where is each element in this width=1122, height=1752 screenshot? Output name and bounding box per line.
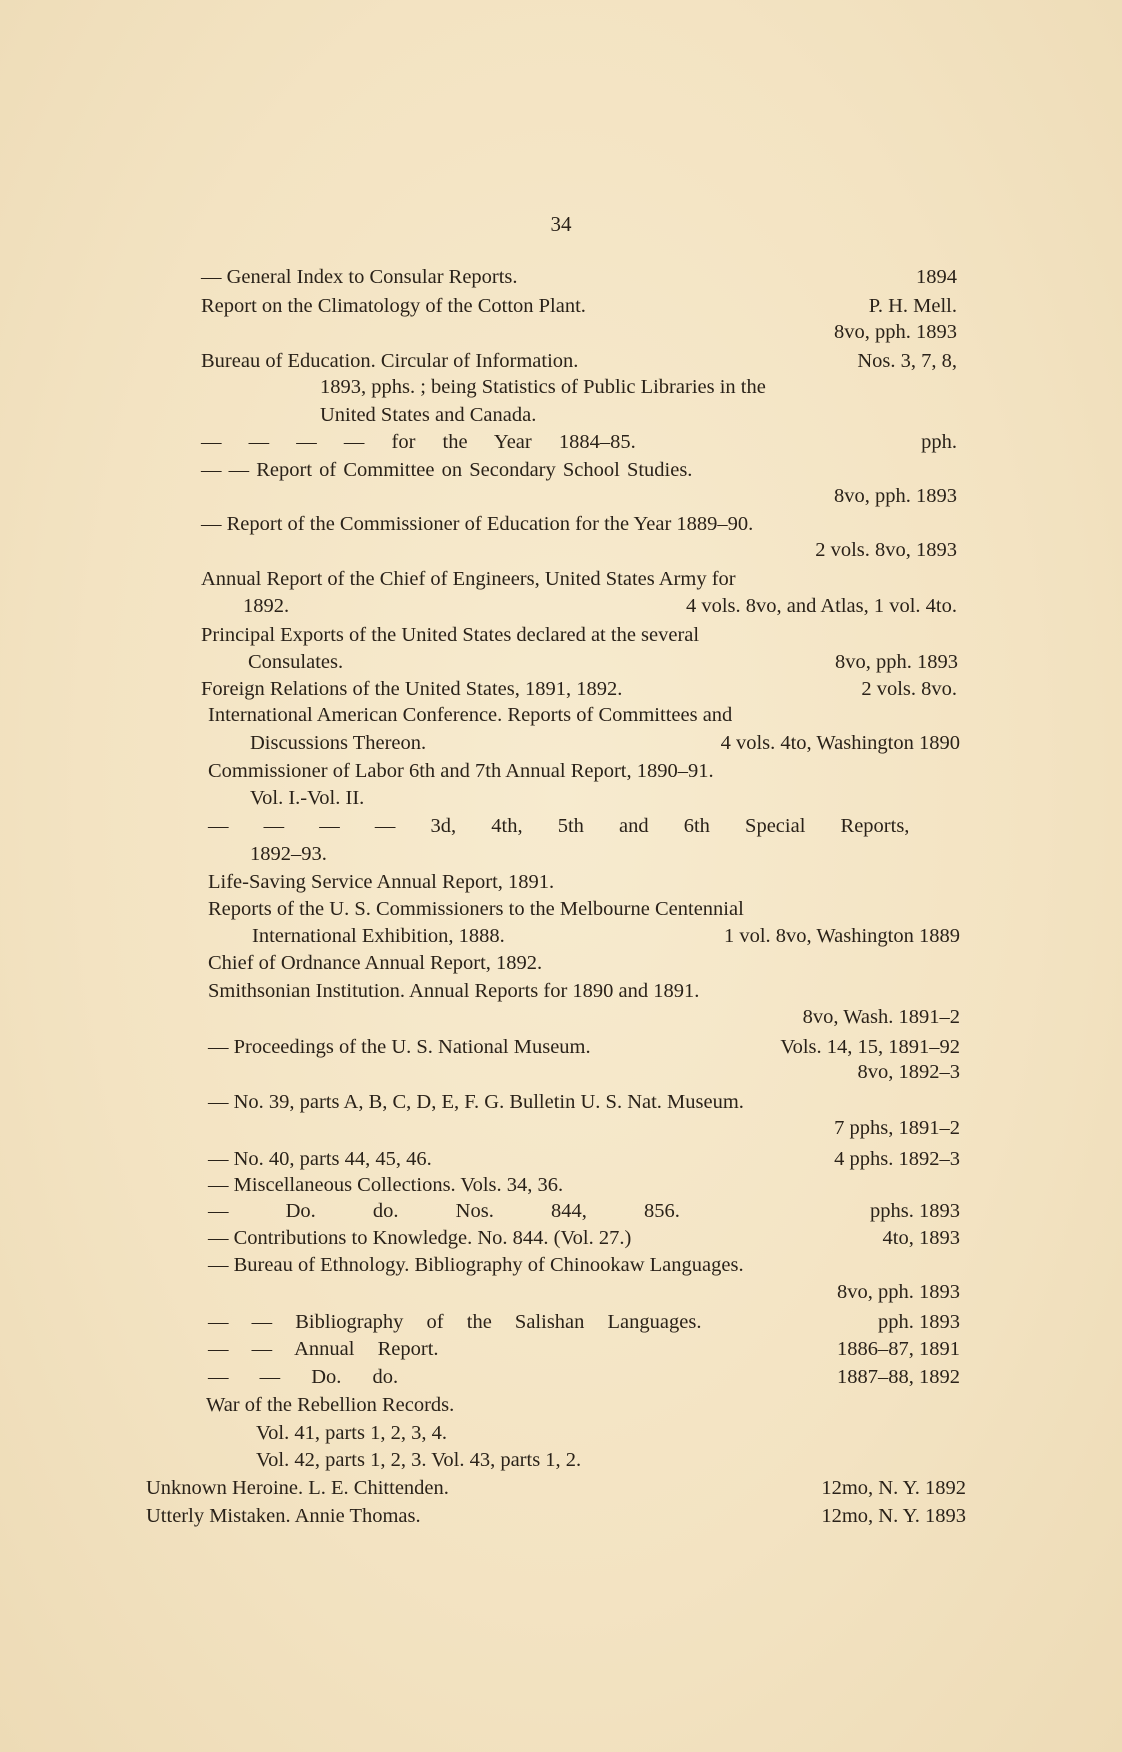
catalog-entry: Foreign Relations of the United States, 1891, 1892. 2 vols. 8vo. [201,678,957,700]
catalog-entry: Vol. 41, parts 1, 2, 3, 4. [256,1422,447,1444]
catalog-entry: Chief of Ordnance Annual Report, 1892. [208,952,543,974]
catalog-entry: Commissioner of Labor 6th and 7th Annual Report, 1890–91. [208,760,714,782]
catalog-entry: War of the Rebellion Records. [206,1394,455,1416]
catalog-entry: Discussions Thereon. 4 vols. 4to, Washington 1890 [250,732,960,754]
catalog-entry: Bureau of Education. Circular of Information. Nos. 3, 7, 8, [201,350,957,372]
catalog-entry: — Miscellaneous Collections. Vols. 34, 36. [208,1174,564,1196]
catalog-entry: International American Conference. Reports of Committees and [208,704,733,726]
catalog-entry: — Proceedings of the U. S. National Museum. Vols. 14, 15, 1891–92 [208,1036,960,1058]
catalog-entry: Annual Report of the Chief of Engineers, United States Army for [201,568,736,590]
catalog-entry: 1892. 4 vols. 8vo, and Atlas, 1 vol. 4to. [243,595,957,617]
catalog-entry: — Report of the Commissioner of Education for the Year 1889–90. [201,513,754,535]
catalog-entry: Life-Saving Service Annual Report, 1891. [208,871,555,893]
catalog-entry: International Exhibition, 1888. 1 vol. 8vo, Washington 1889 [252,925,960,947]
catalog-entry: — General Index to Consular Reports. 1894 [201,266,957,288]
catalog-entry: 1893, pphs. ; being Statistics of Public Libraries in the [320,376,766,398]
catalog-entry: — — — — 3d, 4th, 5th and 6th Special Reports, [208,815,910,837]
catalog-entry: United States and Canada. [320,404,537,426]
catalog-entry: — — Bibliography of the Salishan Languages. pph. 1893 [208,1311,960,1333]
catalog-entry: Principal Exports of the United States declared at the several [201,624,700,646]
catalog-entry: Utterly Mistaken. Annie Thomas. 12mo, N. Y. 1893 [146,1505,966,1527]
catalog-entry: Reports of the U. S. Commissioners to the Melbourne Centennial [208,898,744,920]
catalog-entry: — Do. do. Nos. 844, 856. pphs. 1893 [208,1200,960,1222]
catalog-entry: 1892–93. [250,843,327,865]
catalog-entry: — No. 39, parts A, B, C, D, E, F. G. Bulletin U. S. Nat. Museum. [208,1091,744,1113]
catalog-entry: Vol. I.-Vol. II. [250,787,365,809]
catalog-entry: — — Annual Report. 1886–87, 1891 [208,1338,960,1360]
catalog-entry: — Contributions to Knowledge. No. 844. (Vol. 27.) 4to, 1893 [208,1227,960,1249]
catalog-entry: — — Do. do. 1887–88, 1892 [208,1366,960,1388]
catalog-entry: Report on the Climatology of the Cotton Plant. P. H. Mell. [201,295,957,317]
catalog-entry: — — — — for the Year 1884–85. pph. [201,431,957,453]
catalog-entry: Smithsonian Institution. Annual Reports for 1890 and 1891. [208,980,700,1002]
catalog-entry: — Bureau of Ethnology. Bibliography of Chinookaw Languages. [208,1254,744,1276]
page-number: 34 [550,212,572,236]
catalog-entry: Consulates. 8vo, pph. 1893 [248,651,958,673]
catalog-entry: Vol. 42, parts 1, 2, 3. Vol. 43, parts 1, 2. [256,1449,582,1471]
catalog-entry: — — Report of Committee on Secondary School Studies. [201,459,693,481]
catalog-entry: — No. 40, parts 44, 45, 46. 4 pphs. 1892–3 [208,1148,960,1170]
catalog-entry: Unknown Heroine. L. E. Chittenden. 12mo, N. Y. 1892 [146,1477,966,1499]
